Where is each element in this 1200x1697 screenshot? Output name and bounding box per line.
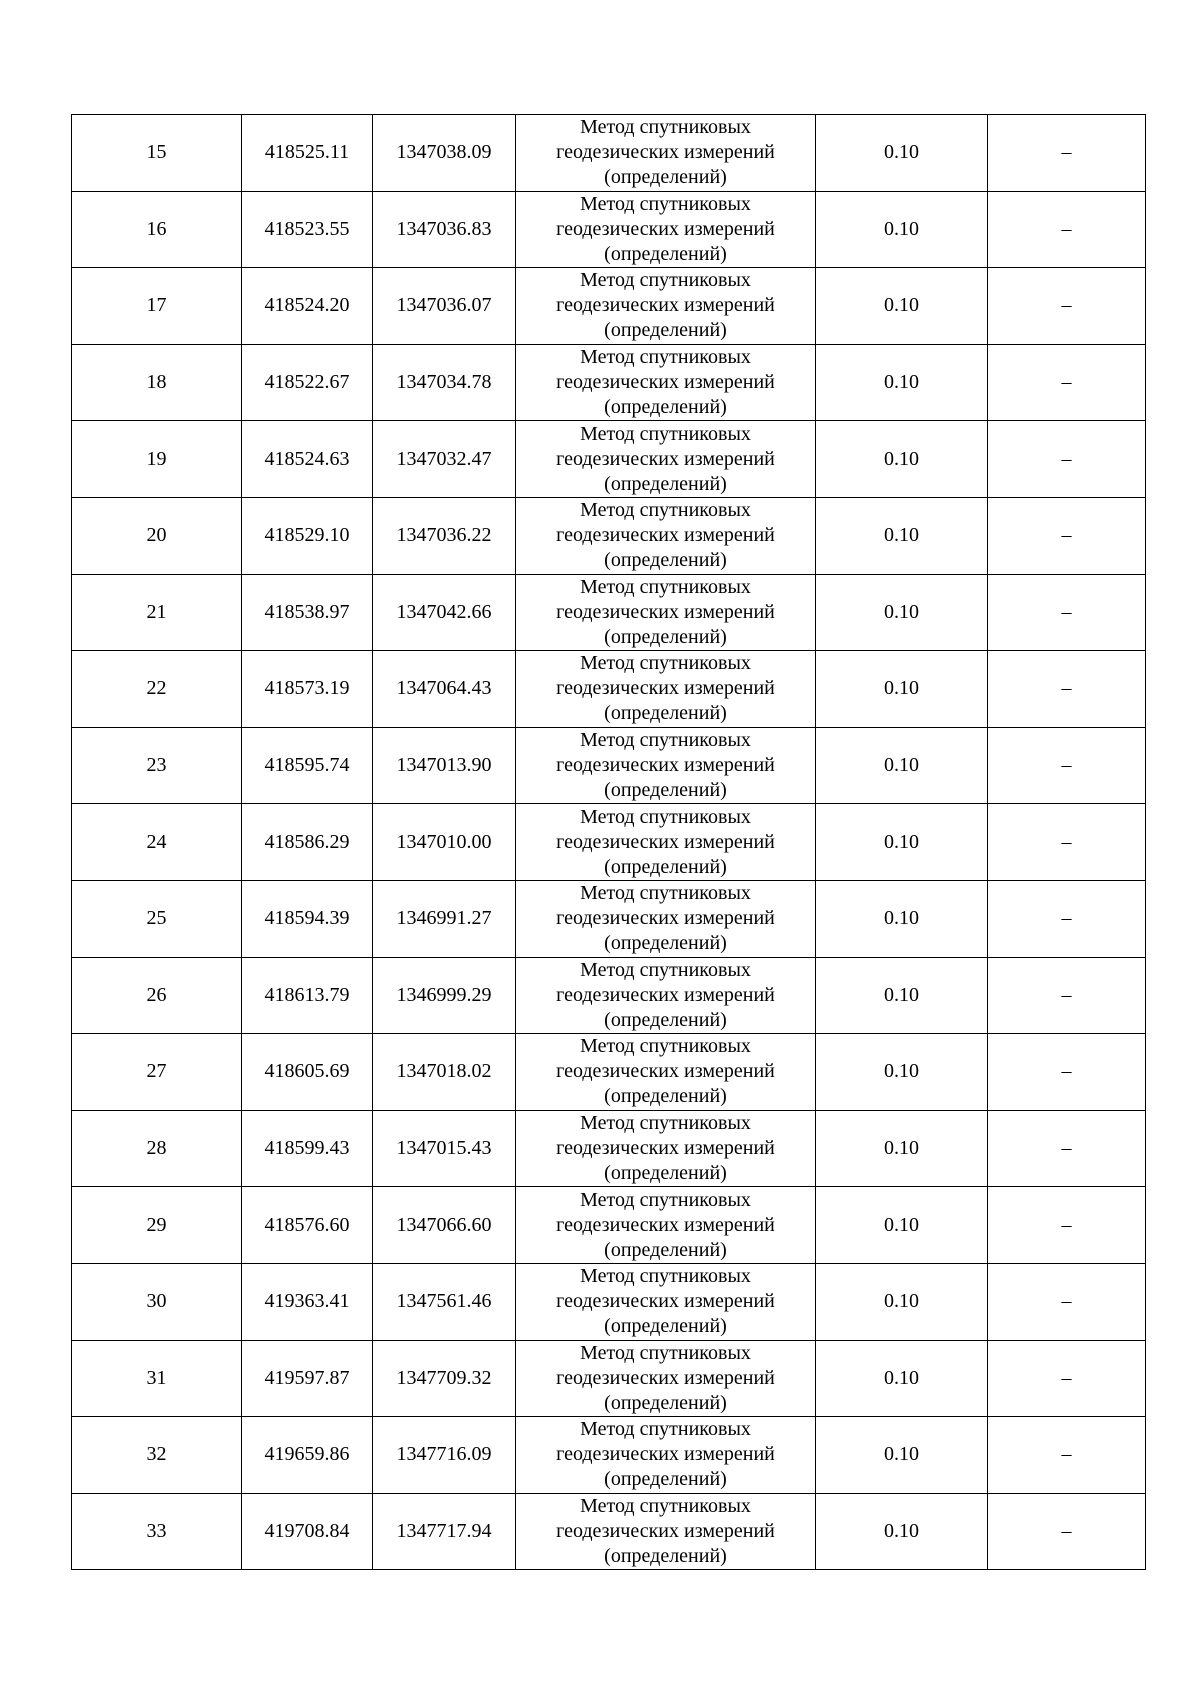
- table-row: [72, 574, 1146, 651]
- method-line: Метод спутниковых: [580, 499, 751, 522]
- point-number-cell: 27: [72, 1034, 242, 1111]
- method-line: геодезических измерений: [556, 1290, 775, 1313]
- method-line: Метод спутниковых: [580, 346, 751, 369]
- method-cell: [516, 804, 816, 881]
- table-row: [72, 268, 1146, 345]
- x-coordinate-cell: 418523.55: [242, 191, 373, 268]
- point-number-cell: 19: [72, 421, 242, 498]
- point-number-cell: 22: [72, 651, 242, 728]
- table-row: [72, 804, 1146, 881]
- x-coordinate-cell: 418573.19: [242, 651, 373, 728]
- method-line: (определений): [604, 1315, 727, 1338]
- point-number-cell: 23: [72, 727, 242, 804]
- x-coordinate-cell: 418524.20: [242, 268, 373, 345]
- method-line: геодезических измерений: [556, 1060, 775, 1083]
- method-cell: [516, 497, 816, 574]
- method-line: (определений): [604, 242, 727, 265]
- method-line: Метод спутниковых: [580, 422, 751, 445]
- x-coordinate-cell: 419363.41: [242, 1263, 373, 1340]
- accuracy-cell: 0.10: [816, 1263, 988, 1340]
- method-line: Метод спутниковых: [580, 729, 751, 752]
- y-coordinate-cell: 1347709.32: [373, 1340, 516, 1417]
- x-coordinate-cell: 418522.67: [242, 344, 373, 421]
- point-number-cell: 24: [72, 804, 242, 881]
- x-coordinate-cell: 419597.87: [242, 1340, 373, 1417]
- note-cell: –: [988, 268, 1146, 345]
- method-cell: [516, 880, 816, 957]
- method-line: (определений): [604, 932, 727, 955]
- table-row: [72, 1187, 1146, 1264]
- x-coordinate-cell: 418529.10: [242, 497, 373, 574]
- method-line: Метод спутниковых: [580, 1341, 751, 1364]
- table-row: [72, 497, 1146, 574]
- x-coordinate-cell: 418613.79: [242, 957, 373, 1034]
- method-line: (определений): [604, 1391, 727, 1414]
- method-line: (определений): [604, 1468, 727, 1491]
- method-line: (определений): [604, 1162, 727, 1185]
- method-line: (определений): [604, 625, 727, 648]
- method-line: геодезических измерений: [556, 1519, 775, 1542]
- point-number-cell: 25: [72, 880, 242, 957]
- y-coordinate-cell: 1347042.66: [373, 574, 516, 651]
- accuracy-cell: 0.10: [816, 727, 988, 804]
- note-cell: –: [988, 344, 1146, 421]
- note-cell: –: [988, 1187, 1146, 1264]
- y-coordinate-cell: 1347032.47: [373, 421, 516, 498]
- x-coordinate-cell: 418594.39: [242, 880, 373, 957]
- x-coordinate-cell: 418538.97: [242, 574, 373, 651]
- method-cell: [516, 727, 816, 804]
- accuracy-cell: 0.10: [816, 880, 988, 957]
- method-line: (определений): [604, 166, 727, 189]
- method-cell: [516, 1110, 816, 1187]
- method-line: Метод спутниковых: [580, 192, 751, 215]
- method-line: (определений): [604, 472, 727, 495]
- y-coordinate-cell: 1347018.02: [373, 1034, 516, 1111]
- y-coordinate-cell: 1347717.94: [373, 1493, 516, 1570]
- point-number-cell: 21: [72, 574, 242, 651]
- method-line: Метод спутниковых: [580, 269, 751, 292]
- method-line: Метод спутниковых: [580, 652, 751, 675]
- note-cell: –: [988, 727, 1146, 804]
- y-coordinate-cell: 1347015.43: [373, 1110, 516, 1187]
- y-coordinate-cell: 1347064.43: [373, 651, 516, 728]
- table-row: [72, 1493, 1146, 1570]
- x-coordinate-cell: 418576.60: [242, 1187, 373, 1264]
- method-line: Метод спутниковых: [580, 1035, 751, 1058]
- table-row: [72, 1263, 1146, 1340]
- table-row: [72, 1340, 1146, 1417]
- method-line: (определений): [604, 779, 727, 802]
- method-line: геодезических измерений: [556, 447, 775, 470]
- method-cell: [516, 1187, 816, 1264]
- accuracy-cell: 0.10: [816, 1034, 988, 1111]
- method-cell: [516, 191, 816, 268]
- accuracy-cell: 0.10: [816, 191, 988, 268]
- table-row: [72, 115, 1146, 192]
- y-coordinate-cell: 1346991.27: [373, 880, 516, 957]
- point-number-cell: 28: [72, 1110, 242, 1187]
- x-coordinate-cell: 418525.11: [242, 115, 373, 192]
- method-line: геодезических измерений: [556, 677, 775, 700]
- method-cell: [516, 957, 816, 1034]
- accuracy-cell: 0.10: [816, 1110, 988, 1187]
- method-line: Метод спутниковых: [580, 1265, 751, 1288]
- x-coordinate-cell: 418586.29: [242, 804, 373, 881]
- method-line: (определений): [604, 855, 727, 878]
- note-cell: –: [988, 651, 1146, 728]
- coordinates-table: [71, 114, 1146, 1570]
- table-body: [72, 115, 1146, 1570]
- table-row: [72, 727, 1146, 804]
- point-number-cell: 16: [72, 191, 242, 268]
- method-line: Метод спутниковых: [580, 1494, 751, 1517]
- point-number-cell: 17: [72, 268, 242, 345]
- x-coordinate-cell: 418599.43: [242, 1110, 373, 1187]
- note-cell: –: [988, 1417, 1146, 1494]
- y-coordinate-cell: 1347038.09: [373, 115, 516, 192]
- method-line: геодезических измерений: [556, 294, 775, 317]
- method-line: (определений): [604, 1238, 727, 1261]
- point-number-cell: 18: [72, 344, 242, 421]
- method-line: Метод спутниковых: [580, 805, 751, 828]
- method-cell: [516, 574, 816, 651]
- method-cell: [516, 1034, 816, 1111]
- method-line: геодезических измерений: [556, 217, 775, 240]
- note-cell: –: [988, 191, 1146, 268]
- accuracy-cell: 0.10: [816, 1187, 988, 1264]
- y-coordinate-cell: 1347036.83: [373, 191, 516, 268]
- accuracy-cell: 0.10: [816, 497, 988, 574]
- method-line: геодезических измерений: [556, 371, 775, 394]
- method-line: геодезических измерений: [556, 754, 775, 777]
- method-line: (определений): [604, 549, 727, 572]
- method-line: Метод спутниковых: [580, 575, 751, 598]
- y-coordinate-cell: 1347034.78: [373, 344, 516, 421]
- y-coordinate-cell: 1347066.60: [373, 1187, 516, 1264]
- table-row: [72, 651, 1146, 728]
- accuracy-cell: 0.10: [816, 574, 988, 651]
- method-line: Метод спутниковых: [580, 116, 751, 139]
- note-cell: –: [988, 804, 1146, 881]
- method-line: Метод спутниковых: [580, 1112, 751, 1135]
- point-number-cell: 30: [72, 1263, 242, 1340]
- accuracy-cell: 0.10: [816, 957, 988, 1034]
- x-coordinate-cell: 419659.86: [242, 1417, 373, 1494]
- method-line: (определений): [604, 396, 727, 419]
- method-cell: [516, 344, 816, 421]
- accuracy-cell: 0.10: [816, 1493, 988, 1570]
- table-row: [72, 880, 1146, 957]
- note-cell: –: [988, 421, 1146, 498]
- accuracy-cell: 0.10: [816, 651, 988, 728]
- method-line: Метод спутниковых: [580, 1188, 751, 1211]
- note-cell: –: [988, 1340, 1146, 1417]
- note-cell: –: [988, 880, 1146, 957]
- table-row: [72, 421, 1146, 498]
- x-coordinate-cell: 418605.69: [242, 1034, 373, 1111]
- method-line: (определений): [604, 1544, 727, 1567]
- method-cell: [516, 651, 816, 728]
- method-cell: [516, 1417, 816, 1494]
- point-number-cell: 15: [72, 115, 242, 192]
- method-line: геодезических измерений: [556, 600, 775, 623]
- method-line: (определений): [604, 1008, 727, 1031]
- method-line: Метод спутниковых: [580, 1418, 751, 1441]
- y-coordinate-cell: 1347010.00: [373, 804, 516, 881]
- x-coordinate-cell: 418524.63: [242, 421, 373, 498]
- point-number-cell: 26: [72, 957, 242, 1034]
- point-number-cell: 20: [72, 497, 242, 574]
- accuracy-cell: 0.10: [816, 1417, 988, 1494]
- table-row: [72, 1034, 1146, 1111]
- note-cell: –: [988, 1110, 1146, 1187]
- method-cell: [516, 268, 816, 345]
- method-cell: [516, 421, 816, 498]
- point-number-cell: 33: [72, 1493, 242, 1570]
- table-row: [72, 344, 1146, 421]
- accuracy-cell: 0.10: [816, 804, 988, 881]
- note-cell: –: [988, 115, 1146, 192]
- method-cell: [516, 115, 816, 192]
- y-coordinate-cell: 1347013.90: [373, 727, 516, 804]
- table-row: [72, 191, 1146, 268]
- accuracy-cell: 0.10: [816, 268, 988, 345]
- method-line: Метод спутниковых: [580, 958, 751, 981]
- method-cell: [516, 1493, 816, 1570]
- method-line: геодезических измерений: [556, 1366, 775, 1389]
- y-coordinate-cell: 1347716.09: [373, 1417, 516, 1494]
- method-line: геодезических измерений: [556, 1213, 775, 1236]
- note-cell: –: [988, 957, 1146, 1034]
- method-line: геодезических измерений: [556, 830, 775, 853]
- y-coordinate-cell: 1347036.22: [373, 497, 516, 574]
- method-line: геодезических измерений: [556, 524, 775, 547]
- y-coordinate-cell: 1346999.29: [373, 957, 516, 1034]
- method-line: геодезических измерений: [556, 141, 775, 164]
- table-row: [72, 1417, 1146, 1494]
- y-coordinate-cell: 1347561.46: [373, 1263, 516, 1340]
- accuracy-cell: 0.10: [816, 421, 988, 498]
- point-number-cell: 32: [72, 1417, 242, 1494]
- y-coordinate-cell: 1347036.07: [373, 268, 516, 345]
- note-cell: –: [988, 1263, 1146, 1340]
- method-line: геодезических измерений: [556, 983, 775, 1006]
- method-line: (определений): [604, 1085, 727, 1108]
- accuracy-cell: 0.10: [816, 344, 988, 421]
- method-cell: [516, 1263, 816, 1340]
- note-cell: –: [988, 1034, 1146, 1111]
- note-cell: –: [988, 1493, 1146, 1570]
- method-line: Метод спутниковых: [580, 882, 751, 905]
- method-line: (определений): [604, 319, 727, 342]
- method-line: геодезических измерений: [556, 907, 775, 930]
- method-line: (определений): [604, 702, 727, 725]
- note-cell: –: [988, 497, 1146, 574]
- method-line: геодезических измерений: [556, 1137, 775, 1160]
- note-cell: –: [988, 574, 1146, 651]
- table-row: [72, 1110, 1146, 1187]
- method-cell: [516, 1340, 816, 1417]
- accuracy-cell: 0.10: [816, 115, 988, 192]
- x-coordinate-cell: 418595.74: [242, 727, 373, 804]
- method-line: геодезических измерений: [556, 1443, 775, 1466]
- point-number-cell: 31: [72, 1340, 242, 1417]
- point-number-cell: 29: [72, 1187, 242, 1264]
- accuracy-cell: 0.10: [816, 1340, 988, 1417]
- x-coordinate-cell: 419708.84: [242, 1493, 373, 1570]
- table-row: [72, 957, 1146, 1034]
